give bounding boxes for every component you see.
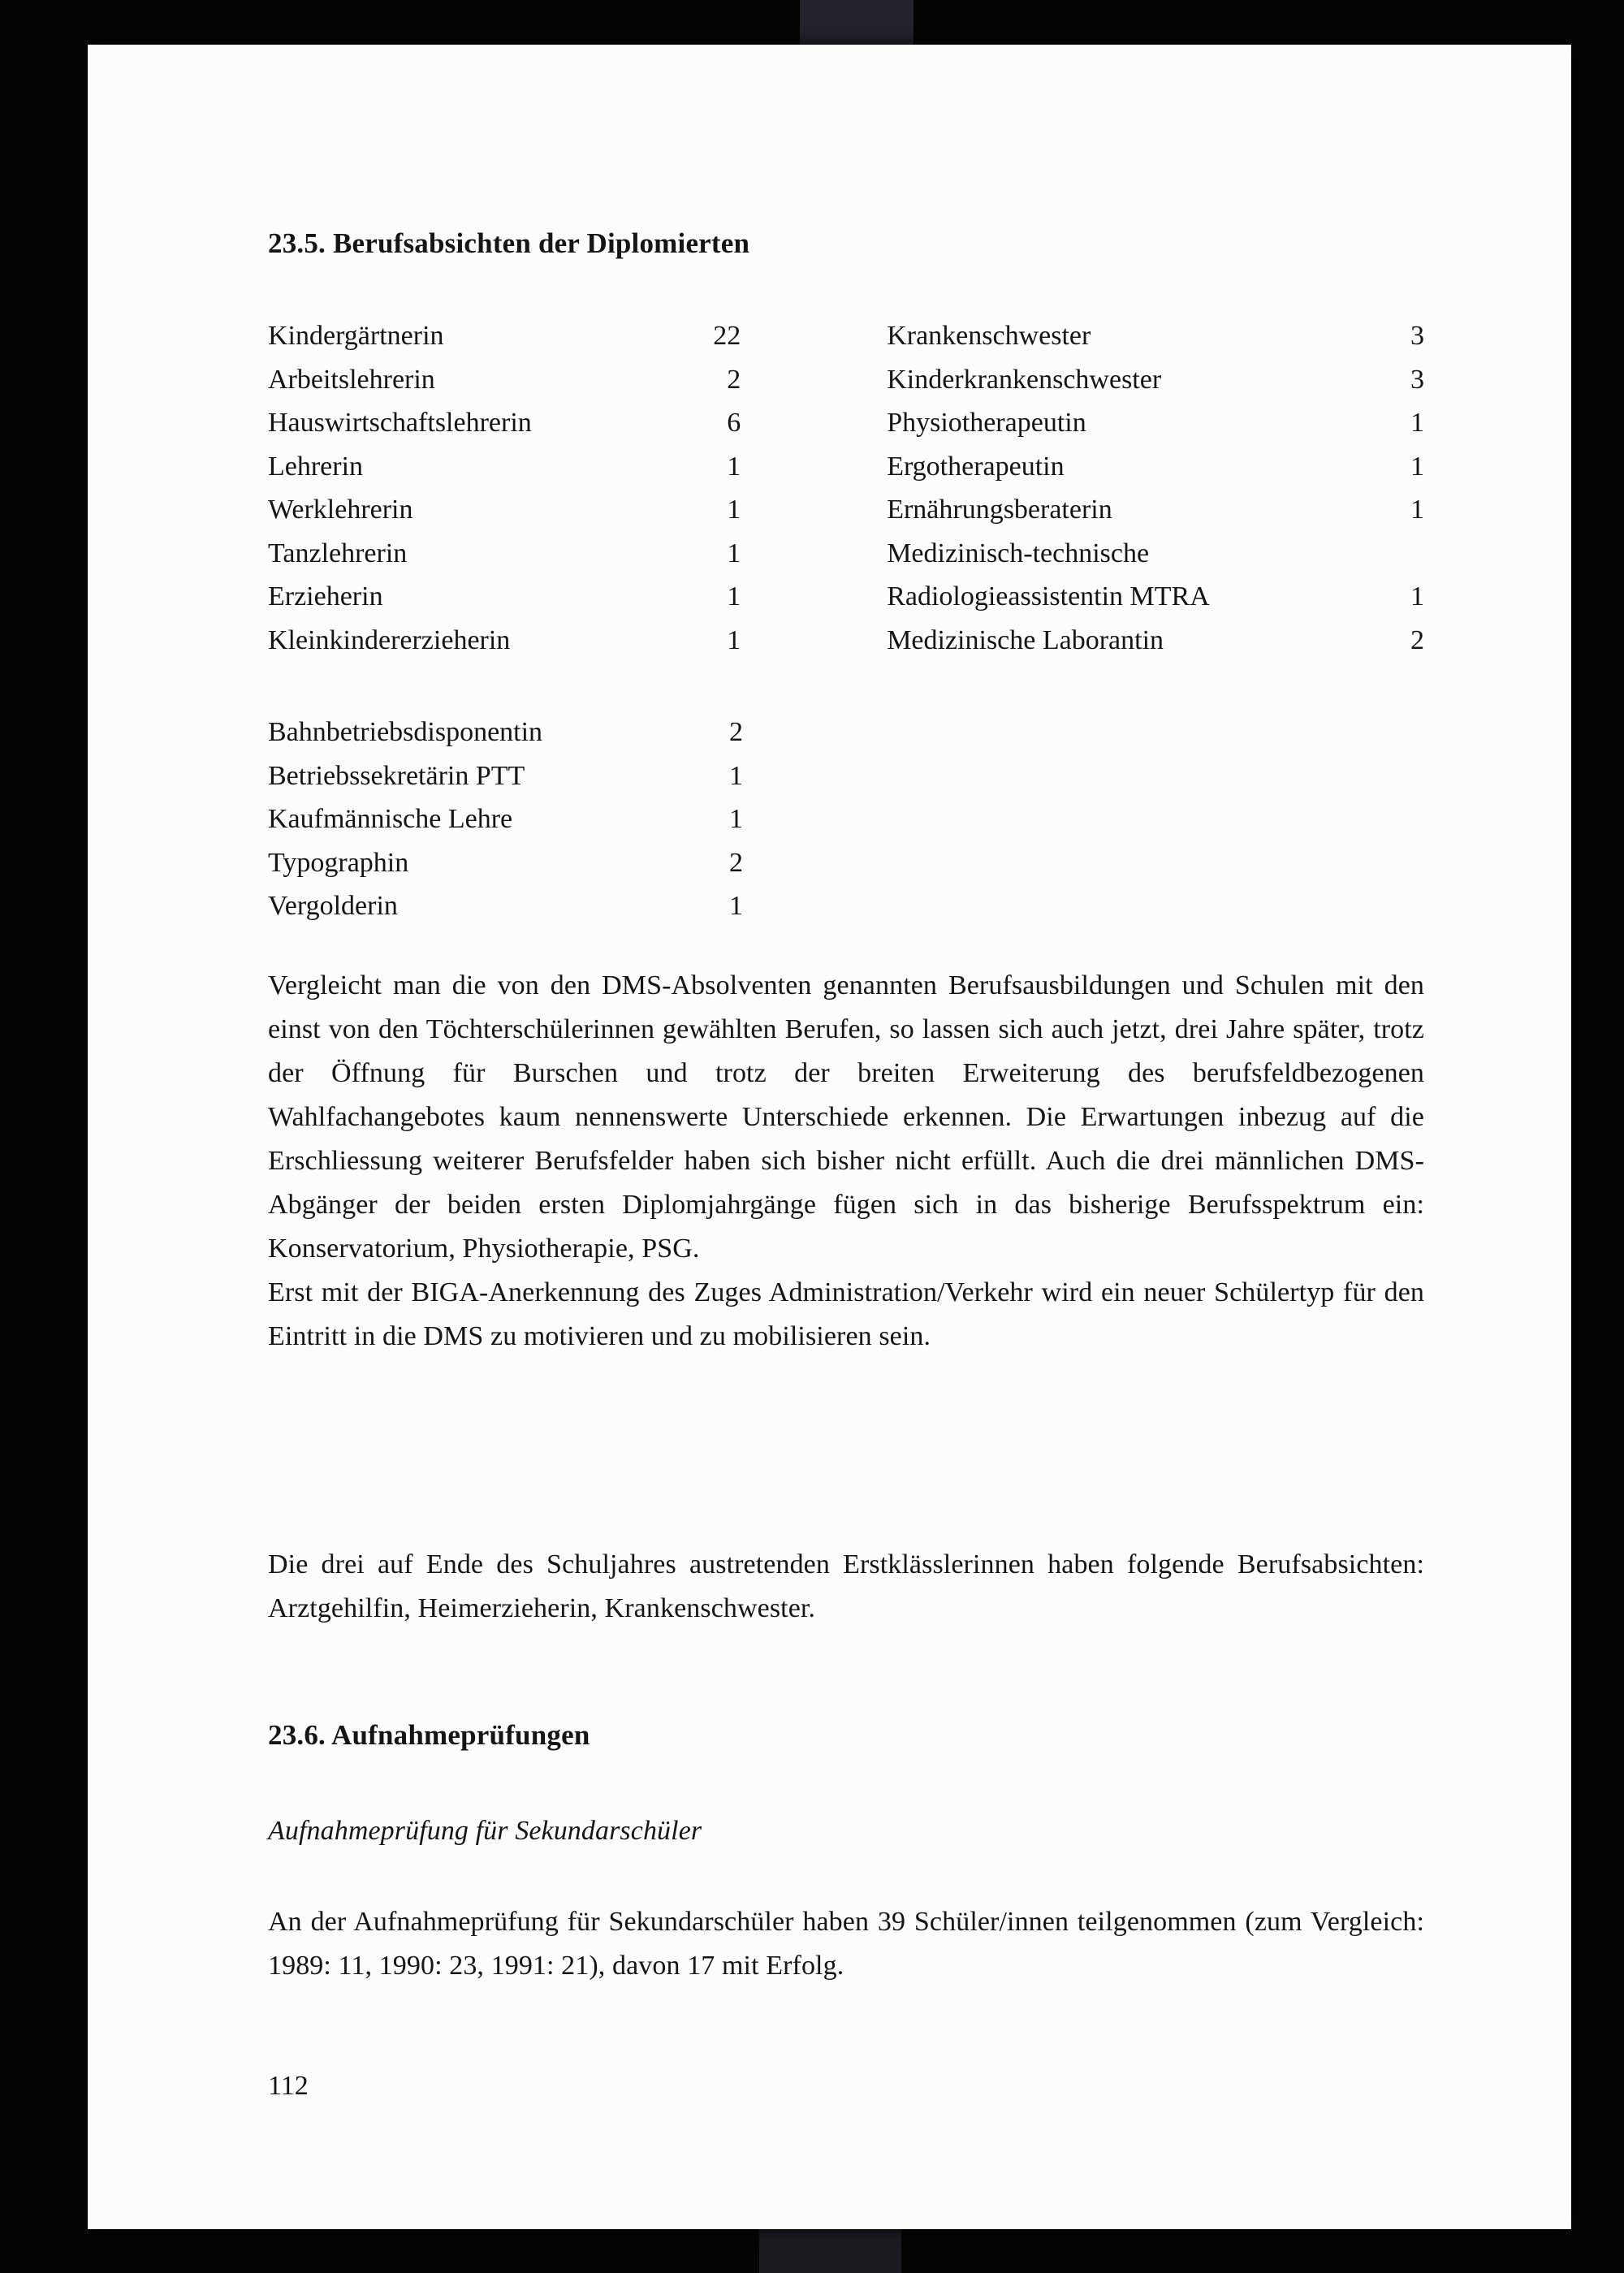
profession-count: 3 [1410, 321, 1424, 351]
profession-list-left [268, 314, 741, 662]
list-item [887, 575, 1424, 619]
list-item [268, 884, 743, 928]
list-item [887, 445, 1424, 489]
profession-count: 1 [727, 538, 741, 568]
profession-count: 1 [729, 804, 743, 834]
profession-lists [268, 314, 1424, 662]
profession-list-second-col [268, 711, 743, 928]
list-item [268, 488, 741, 532]
profession-count: 2 [1410, 624, 1424, 655]
list-item [887, 619, 1424, 663]
profession-label: Hauswirtschaftslehrerin [268, 408, 532, 438]
profession-label: Medizinische Laborantin [887, 624, 1164, 655]
list-item [887, 532, 1424, 576]
list-item [887, 358, 1424, 402]
list-item [268, 754, 743, 798]
profession-list-second [268, 711, 1424, 928]
list-item [268, 358, 741, 402]
profession-label: Physiotherapeutin [887, 408, 1086, 438]
list-item [268, 401, 741, 445]
profession-count: 1 [1410, 495, 1424, 525]
list-item [887, 488, 1424, 532]
profession-count: 3 [1410, 364, 1424, 395]
paragraph-aufnahmepruefung: An der Aufnahmeprüfung für Sekundarschüler haben 39 Schüler/innen teilgenommen (zum Vergleich: 1989: 11, 1990: 23, 1991: 21), davon 17 mit Erfolg. [268, 1907, 1424, 1981]
list-item [268, 532, 741, 576]
profession-count: 1 [727, 624, 741, 655]
profession-label: Ergotherapeutin [887, 451, 1065, 482]
list-item [887, 401, 1424, 445]
profession-count: 2 [729, 717, 743, 747]
scan-gutter-bottom [759, 2228, 901, 2273]
profession-label: Typographin [268, 847, 409, 878]
profession-label: Krankenschwester [887, 321, 1091, 351]
list-item [268, 314, 741, 358]
list-item [268, 841, 743, 885]
profession-count [1384, 532, 1424, 576]
profession-label: Ernährungsberaterin [887, 495, 1112, 525]
profession-label: Lehrerin [268, 451, 364, 482]
profession-label: Tanzlehrerin [268, 538, 408, 568]
profession-label: Kinderkrankenschwester [887, 364, 1162, 395]
scan-gutter-top [800, 0, 914, 45]
profession-count: 1 [1410, 408, 1424, 438]
profession-count: 1 [1410, 581, 1424, 611]
profession-count: 1 [727, 495, 741, 525]
list-item [268, 711, 743, 754]
profession-label: Kaufmännische Lehre [268, 804, 513, 834]
list-item [268, 445, 741, 489]
profession-count: 6 [727, 408, 741, 438]
profession-count: 1 [727, 451, 741, 482]
section-title-235: 23.5. Berufsabsichten der Diplomierten [268, 227, 750, 259]
profession-count: 22 [713, 321, 741, 351]
profession-label: Erzieherin [268, 581, 383, 611]
profession-label: Kleinkindererzieherin [268, 624, 511, 655]
list-item [268, 619, 741, 663]
profession-label: Arbeitslehrerin [268, 364, 435, 395]
profession-label: Bahnbetriebsdisponentin [268, 717, 543, 747]
page-number: 112 [268, 2071, 309, 2101]
document-page [88, 45, 1571, 2229]
subheading-aufnahmepruefung: Aufnahmeprüfung für Sekundarschüler [268, 1816, 702, 1846]
paragraph-comparison: Vergleicht man die von den DMS-Absolventen genannten Berufsausbildungen und Schulen mit den einst von den Töchterschülerinnen gewählten Berufen, so lassen sich auch jetzt, drei Jahre später, trotz der Öffnung für Burschen und trotz der breiten Erweiterung des berufsfeldbezogenen Wahlfachangebotes kaum nennenswerte Unterschiede erkennen. Die Erwartungen inbezug auf die Erschliessung weiterer Berufsfelder haben sich bisher nicht erfüllt. Auch die drei männlichen DMS-Abgänger der beiden ersten Diplomjahrgänge fügen sich in das bisherige Berufsspektrum ein: Konservatorium, Physiotherapie, PSG. [268, 970, 1424, 1264]
list-item [268, 575, 741, 619]
paragraph-erstklaesslerinnen: Die drei auf Ende des Schuljahres austretenden Erstklässlerinnen haben folgende Berufsabsichten: Arztgehilfin, Heimerzieherin, Krankenschwester. [268, 1549, 1424, 1623]
profession-count: 2 [727, 364, 741, 395]
profession-label: Kindergärtnerin [268, 321, 444, 351]
section-title-236: 23.6. Aufnahmeprüfungen [268, 1719, 590, 1751]
profession-list-right [887, 314, 1424, 662]
paragraph-biga: Erst mit der BIGA-Anerkennung des Zuges Administration/Verkehr wird ein neuer Schülertyp für den Eintritt in die DMS zu motivieren und zu mobilisieren sein. [268, 1277, 1424, 1351]
profession-label: Medizinisch-technische [887, 538, 1150, 568]
profession-count: 1 [729, 891, 743, 921]
profession-count: 1 [729, 760, 743, 791]
profession-label: Werklehrerin [268, 495, 413, 525]
list-item [887, 314, 1424, 358]
profession-label: Radiologieassistentin MTRA [887, 581, 1210, 611]
profession-count: 2 [729, 847, 743, 878]
profession-count: 1 [1410, 451, 1424, 482]
profession-count: 1 [727, 581, 741, 611]
body-paragraphs [268, 964, 1424, 1359]
profession-label: Vergolderin [268, 891, 398, 921]
profession-label: Betriebssekretärin PTT [268, 760, 525, 791]
list-item [268, 797, 743, 841]
